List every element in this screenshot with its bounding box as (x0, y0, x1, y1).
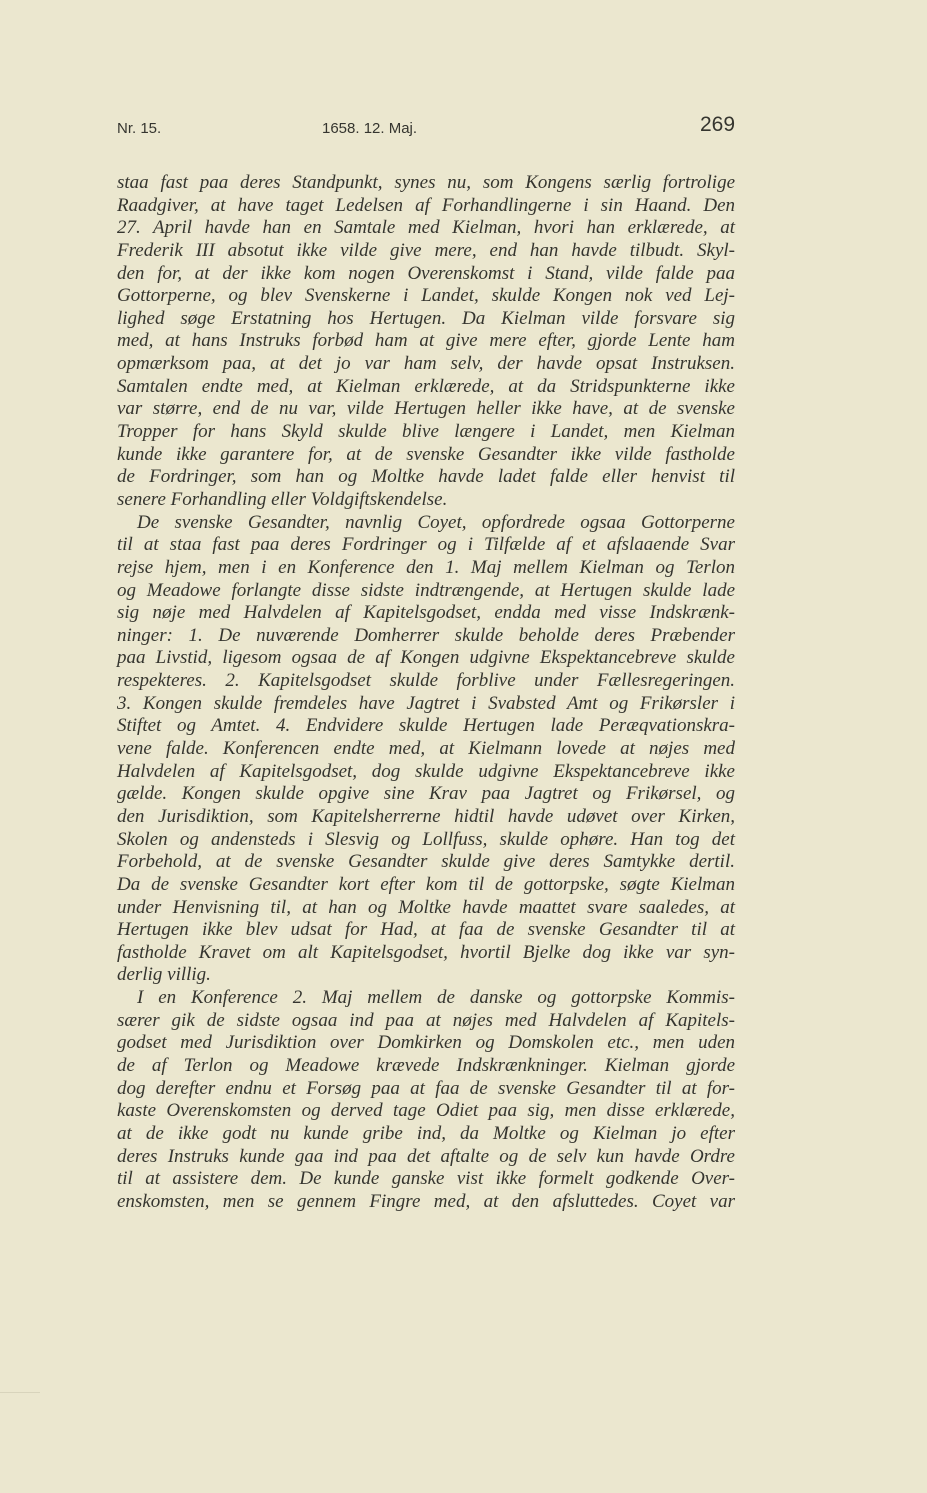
text-line: paa Livstid, ligesom ogsaa de af Kongen udgivne Ekspektancebreve skulde (117, 647, 735, 669)
page-number: 269 (700, 113, 736, 136)
body-text (117, 172, 735, 1213)
text-line: deres Instruks kunde gaa ind paa det aftalte og de selv kun havde Ordre (117, 1145, 735, 1167)
text-line: De svenske Gesandter, navnlig Coyet, opfordrede ogsaa Gottorperne (137, 511, 735, 533)
text-line: Raadgiver, at have taget Ledelsen af Forhandlingerne i sin Haand. Den (117, 194, 735, 216)
text-line: I en Konference 2. Maj mellem de danske og gottorpske Kommis- (137, 987, 735, 1009)
text-line: Forbehold, at de svenske Gesandter skulde give deres Samtykke dertil. (117, 851, 735, 873)
text-line: den for, at der ikke kom nogen Overenskomst i Stand, vilde falde paa (117, 262, 735, 284)
text-line: lighed søge Erstatning hos Hertugen. Da Kielman vilde forsvare sig (117, 307, 735, 329)
text-line: Da de svenske Gesandter kort efter kom til de gottorpske, søgte Kielman (117, 873, 735, 895)
running-header-date: 1658. 12. Maj. (322, 120, 418, 137)
text-line: vene falde. Konferencen endte med, at Kielmann lovede at nøjes med (117, 738, 735, 760)
text-line: staa fast paa deres Standpunkt, synes nu, som Kongens særlig fortrolige (117, 172, 735, 193)
text-line: den Jurisdiktion, som Kapitelsherrerne hidtil havde udøvet over Kirken, (117, 805, 735, 827)
text-line: ninger: 1. De nuværende Domherrer skulde beholde deres Præbender (117, 624, 735, 646)
text-line: derlig villig. (117, 964, 211, 986)
text-line: de af Terlon og Meadowe krævede Indskrænkninger. Kielman gjorde (117, 1054, 735, 1076)
text-line: og Meadowe forlangte disse sidste indtrængende, at Hertugen skulde lade (117, 579, 735, 601)
text-line: respekteres. 2. Kapitelsgodset skulde forblive under Fællesregeringen. (117, 670, 735, 692)
text-line: fastholde Kravet om alt Kapitelsgodset, hvortil Bjelke dog ikke var syn- (117, 941, 735, 963)
text-line: godset med Jurisdiktion over Domkirken og Domskolen etc., men uden (117, 1032, 735, 1054)
text-line: Stiftet og Amtet. 4. Endvidere skulde Hertugen lade Peræqvationskra- (117, 715, 735, 737)
text-line: kunde ikke garantere for, at de svenske Gesandter ikke vilde fastholde (117, 443, 735, 465)
text-line: Gottorperne, og blev Svenskerne i Landet, skulde Kongen nok ved Lej- (117, 285, 735, 307)
text-line: sig nøje med Halvdelen af Kapitelsgodset, endda med visse Indskrænk- (117, 602, 735, 624)
running-header-number: Nr. 15. (117, 120, 162, 137)
text-line: Frederik III absotut ikke vilde give mere, end han havde tilbudt. Skyl- (117, 239, 735, 261)
text-line: de Fordringer, som han og Moltke havde ladet falde eller henvist til (117, 466, 735, 488)
text-line: Samtalen endte med, at Kielman erklærede, at da Stridspunkterne ikke (117, 375, 735, 397)
text-line: Tropper for hans Skyld skulde blive længere i Landet, men Kielman (117, 421, 735, 443)
text-line: 3. Kongen skulde fremdeles have Jagtret i Svabsted Amt og Frikørsler i (117, 692, 735, 714)
text-line: Skolen og andensteds i Slesvig og Lollfuss, skulde ophøre. Han tog det (117, 828, 735, 850)
text-line: enskomsten, men se gennem Fingre med, at den afsluttedes. Coyet var (117, 1190, 735, 1212)
text-line: særer gik de sidste ogsaa ind paa at nøjes med Halvdelen af Kapitels- (117, 1009, 735, 1031)
text-line: under Henvisning til, at han og Moltke havde maattet svare saaledes, at (117, 896, 735, 918)
text-line: til at assistere dem. De kunde ganske vist ikke formelt godkende Over- (117, 1168, 735, 1190)
text-line: var større, end de nu var, vilde Hertugen heller ikke have, at de svenske (117, 398, 735, 420)
text-line: at de ikke godt nu kunde gribe ind, da Moltke og Kielman jo efter (117, 1122, 735, 1144)
text-line: senere Forhandling eller Voldgiftskendelse. (117, 488, 448, 510)
text-line: Hertugen ikke blev udsat for Had, at faa de svenske Gesandter til at (117, 919, 735, 941)
paragraph (117, 987, 735, 1213)
text-line: 27. April havde han en Samtale med Kielman, hvori han erklærede, at (117, 217, 735, 239)
text-line: Halvdelen af Kapitelsgodset, dog skulde udgivne Ekspektancebreve ikke (117, 760, 735, 782)
text-line: opmærksom paa, at det jo var ham selv, der havde opsat Instruksen. (117, 353, 735, 375)
paragraph (117, 172, 735, 512)
text-line: dog derefter endnu et Forsøg paa at faa de svenske Gesandter til at for- (117, 1077, 735, 1099)
text-line: til at staa fast paa deres Fordringer og i Tilfælde af et afslaaende Svar (117, 534, 735, 556)
paragraph (117, 512, 735, 987)
text-line: gælde. Kongen skulde opgive sine Krav paa Jagtret og Frikørsel, og (117, 783, 735, 805)
scan-edge (0, 1392, 40, 1493)
text-line: med, at hans Instruks forbød ham at give mere efter, gjorde Lente ham (117, 330, 735, 352)
text-line: rejse hjem, men i en Konference den 1. Maj mellem Kielman og Terlon (117, 556, 735, 578)
text-line: kaste Overenskomsten og derved tage Odiet paa sig, men disse erklærede, (117, 1100, 735, 1122)
